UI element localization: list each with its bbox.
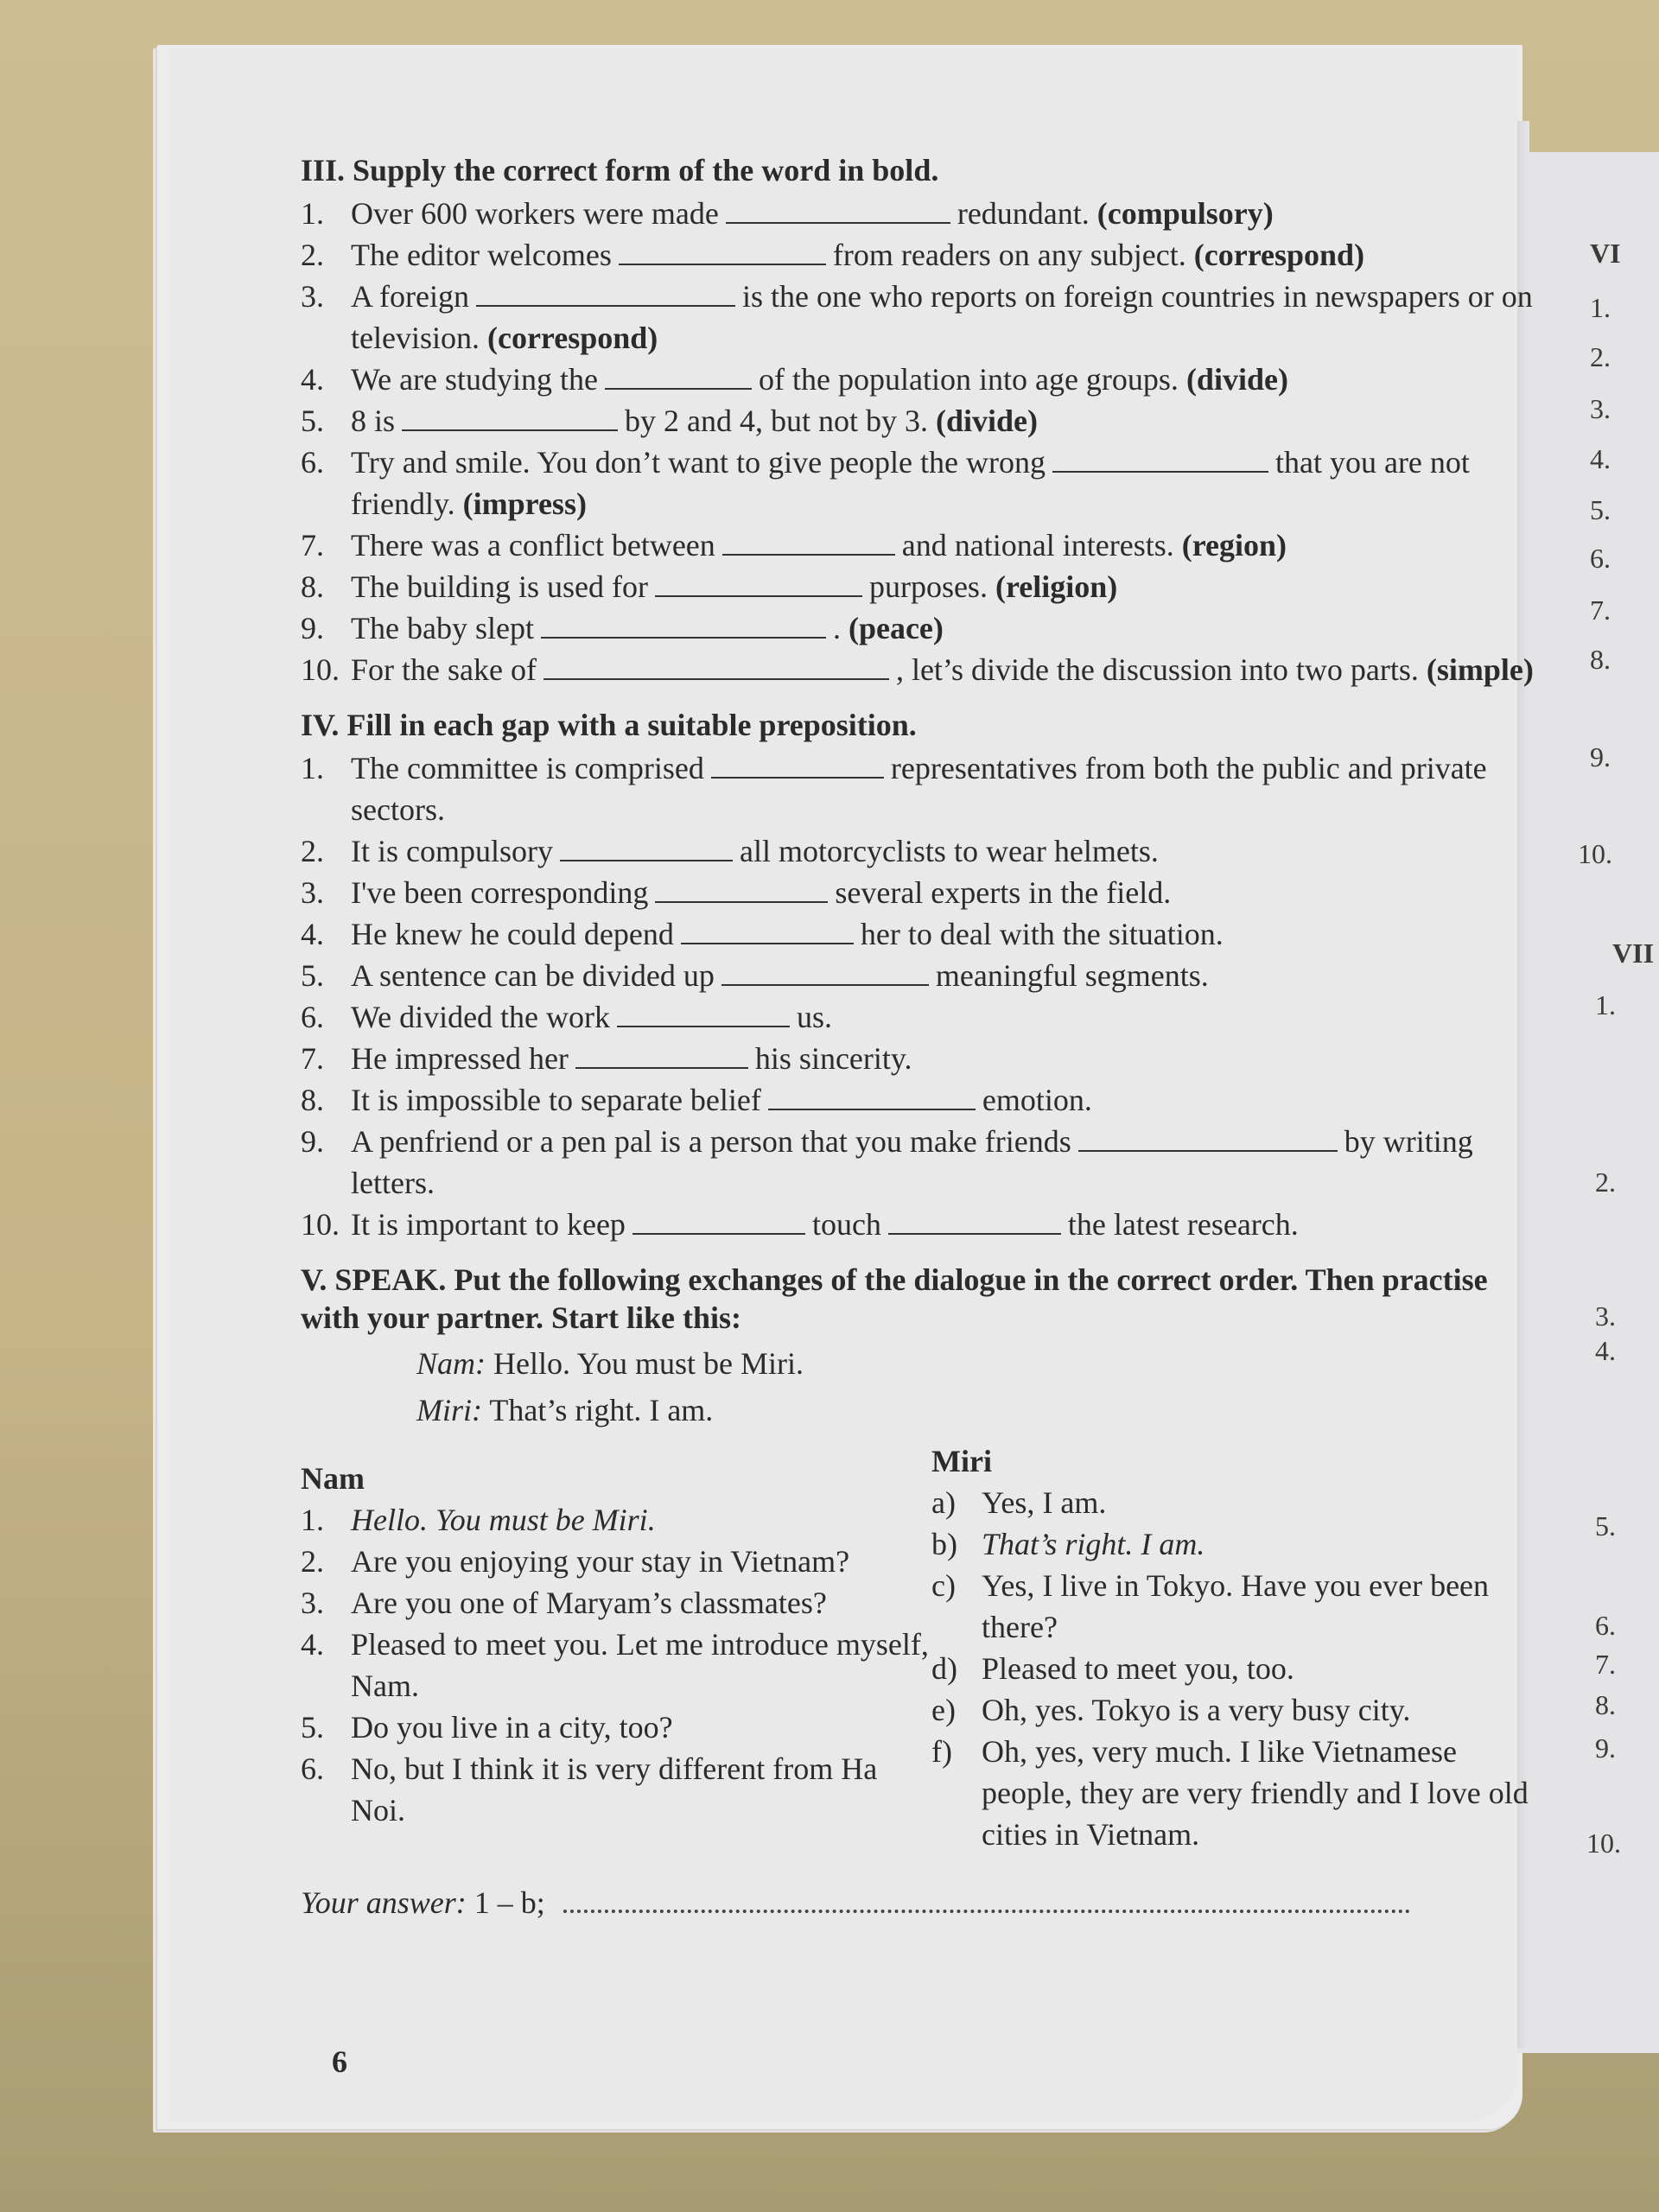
text-after: of the population into age groups.	[759, 362, 1186, 397]
nam-line	[301, 1499, 931, 1541]
facing-item-number: 1.	[1595, 989, 1616, 1020]
miri-line	[931, 1523, 1536, 1565]
facing-item-number: 7.	[1590, 594, 1611, 626]
item-text	[351, 524, 1536, 566]
facing-item-number: 9.	[1590, 741, 1611, 772]
exercise-item	[301, 193, 1536, 234]
facing-item-number: 7.	[1595, 1649, 1616, 1680]
text-after: her to deal with the situation.	[860, 917, 1224, 951]
line-label: 5.	[301, 1710, 324, 1745]
cue-word: (simple)	[1426, 652, 1534, 687]
text-before: The baby slept	[351, 611, 534, 645]
exercise-item	[301, 1204, 1536, 1245]
line-label: d)	[931, 1651, 957, 1686]
answer-blank[interactable]	[619, 241, 826, 265]
facing-item-number: 5.	[1595, 1510, 1616, 1541]
item-number: 9.	[301, 1124, 324, 1159]
exercise-item	[301, 649, 1536, 690]
text-before: I've been corresponding	[351, 875, 649, 910]
item-number: 6.	[301, 445, 324, 480]
speaker-label: Miri:	[416, 1393, 482, 1427]
cue-word: (impress)	[462, 486, 587, 521]
item-number: 9.	[301, 611, 324, 645]
miri-line	[931, 1731, 1536, 1855]
facing-page	[1517, 152, 1659, 2053]
nam-line	[301, 1624, 931, 1707]
section-3-heading: III. Supply the correct form of the word in bold.	[301, 153, 939, 188]
item-text	[351, 996, 1536, 1038]
exercise-item	[301, 234, 1536, 276]
example-line-1	[416, 1340, 1536, 1387]
line-text: Oh, yes, very much. I like Vietnamese people, they are very friendly and I love old cities in Vietnam.	[982, 1734, 1529, 1852]
text-before: It is impossible to separate belief	[351, 1083, 761, 1117]
facing-item-number: 10.	[1586, 1827, 1621, 1859]
item-number: 2.	[301, 238, 324, 272]
section-3-items	[301, 193, 1536, 690]
example-text: Hello. You must be Miri.	[493, 1346, 804, 1381]
text-before: The committee is comprised	[351, 751, 704, 785]
miri-header: Miri	[931, 1444, 992, 1478]
exercise-item	[301, 830, 1536, 872]
line-text: That’s right. I am.	[982, 1527, 1205, 1561]
facing-item-number: 8.	[1590, 644, 1611, 675]
text-after: several experts in the field.	[835, 875, 1172, 910]
facing-item-number: 2.	[1595, 1166, 1616, 1198]
cue-word: (region)	[1181, 528, 1287, 563]
item-text	[351, 955, 1536, 996]
cue-word: (religion)	[995, 569, 1118, 604]
item-text	[351, 359, 1536, 400]
item-number: 5.	[301, 958, 324, 993]
facing-item-number: 3.	[1590, 393, 1611, 424]
line-text: Do you live in a city, too?	[351, 1710, 673, 1745]
answer-input-dots[interactable]	[563, 1894, 1410, 1913]
exercise-item	[301, 1121, 1536, 1204]
answer-blank[interactable]	[560, 837, 733, 861]
exercise-item	[301, 955, 1536, 996]
item-text	[351, 566, 1536, 607]
text-after: , let’s divide the discussion into two parts.	[895, 652, 1427, 687]
exercise-item	[301, 747, 1536, 830]
facing-item-number: 10.	[1578, 838, 1612, 869]
text-after: .	[832, 611, 849, 645]
answer-blank[interactable]	[1078, 1128, 1338, 1152]
answer-blank[interactable]	[655, 573, 862, 597]
answer-blank[interactable]	[722, 531, 895, 556]
text-after: representatives from both the public and private sectors.	[351, 751, 1487, 827]
answer-blank[interactable]	[543, 656, 889, 680]
answer-blank[interactable]	[605, 365, 752, 390]
dialogue-example	[301, 1340, 1536, 1433]
item-number: 4.	[301, 917, 324, 951]
section-4	[301, 706, 1536, 1245]
facing-item-number: 8.	[1595, 1689, 1616, 1720]
example-line-2	[416, 1387, 1536, 1433]
miri-column	[931, 1440, 1536, 1855]
facing-item-number: 6.	[1595, 1610, 1616, 1641]
answer-blank[interactable]	[617, 1003, 790, 1027]
text-before: He knew he could depend	[351, 917, 674, 951]
miri-line	[931, 1482, 1536, 1523]
item-number: 7.	[301, 528, 324, 563]
line-text: Oh, yes. Tokyo is a very busy city.	[982, 1693, 1411, 1727]
nam-column	[301, 1440, 931, 1855]
exercise-item	[301, 442, 1536, 524]
item-number: 10.	[301, 652, 340, 687]
line-label: 6.	[301, 1751, 324, 1786]
answer-blank[interactable]	[888, 1211, 1061, 1235]
text-before: A penfriend or a pen pal is a person that you make friends	[351, 1124, 1071, 1159]
answer-blank[interactable]	[711, 754, 884, 779]
example-text: That’s right. I am.	[489, 1393, 714, 1427]
facing-section-heading: VII	[1612, 938, 1655, 969]
line-text: Pleased to meet you. Let me introduce myself, Nam.	[351, 1627, 929, 1703]
item-text	[351, 830, 1536, 872]
item-number: 3.	[301, 279, 324, 314]
answer-start: 1 – b;	[474, 1885, 545, 1920]
line-label: 1.	[301, 1503, 324, 1537]
line-label: 3.	[301, 1586, 324, 1620]
text-after: us.	[797, 1000, 833, 1034]
text-after: redundant.	[957, 196, 1097, 231]
text-before: He impressed her	[351, 1041, 569, 1076]
text-before: We are studying the	[351, 362, 599, 397]
section-5-heading: V. SPEAK. Put the following exchanges of the dialogue in the correct order. Then practise with your partner. Start like this:	[301, 1262, 1488, 1335]
exercise-item	[301, 1038, 1536, 1079]
line-label: 2.	[301, 1544, 324, 1579]
text-after: his sincerity.	[754, 1041, 912, 1076]
exercise-item	[301, 359, 1536, 400]
cue-word: (peace)	[848, 611, 944, 645]
nam-lines	[301, 1499, 931, 1831]
miri-line	[931, 1565, 1536, 1648]
item-text	[351, 1204, 1536, 1245]
item-text	[351, 442, 1536, 524]
text-middle: touch	[811, 1207, 881, 1242]
dialogue-columns	[301, 1440, 1536, 1855]
section-5	[301, 1261, 1536, 1924]
nam-line	[301, 1582, 931, 1624]
line-text: Are you enjoying your stay in Vietnam?	[351, 1544, 850, 1579]
item-text	[351, 276, 1536, 359]
item-number: 8.	[301, 1083, 324, 1117]
item-number: 2.	[301, 834, 324, 868]
text-before: It is compulsory	[351, 834, 553, 868]
page-number: 6	[332, 2044, 347, 2079]
item-text	[351, 400, 1536, 442]
exercise-item	[301, 400, 1536, 442]
answer-blank[interactable]	[575, 1045, 748, 1069]
facing-item-number: 5.	[1590, 494, 1611, 525]
exercise-item	[301, 276, 1536, 359]
text-before: The building is used for	[351, 569, 648, 604]
item-number: 3.	[301, 875, 324, 910]
text-before: A sentence can be divided up	[351, 958, 715, 993]
cue-word: (compulsory)	[1096, 196, 1274, 231]
text-after: is the one who reports on foreign countries in newspapers or on television.	[351, 279, 1533, 355]
facing-item-number: 2.	[1590, 341, 1611, 372]
text-before: There was a conflict between	[351, 528, 715, 563]
speaker-label: Nam:	[416, 1346, 486, 1381]
section-4-items	[301, 747, 1536, 1245]
text-before: For the sake of	[351, 652, 537, 687]
nam-line	[301, 1707, 931, 1748]
page-content	[301, 151, 1536, 1924]
exercise-item	[301, 872, 1536, 913]
text-after: from readers on any subject.	[832, 238, 1194, 272]
item-number: 5.	[301, 404, 324, 438]
item-number: 7.	[301, 1041, 324, 1076]
item-text	[351, 1038, 1536, 1079]
line-label: f)	[931, 1734, 952, 1769]
item-text	[351, 234, 1536, 276]
answer-blank[interactable]	[768, 1086, 976, 1110]
exercise-item	[301, 1079, 1536, 1121]
text-before: A foreign	[351, 279, 469, 314]
item-text	[351, 872, 1536, 913]
line-text: Pleased to meet you, too.	[982, 1651, 1294, 1686]
text-after: all motorcyclists to wear helmets.	[739, 834, 1159, 868]
miri-line	[931, 1648, 1536, 1689]
item-text	[351, 913, 1536, 955]
line-label: 4.	[301, 1627, 324, 1662]
cue-word: (correspond)	[486, 321, 658, 355]
facing-item-number: 6.	[1590, 543, 1611, 574]
text-after: by 2 and 4, but not by 3.	[625, 404, 936, 438]
text-before: It is important to keep	[351, 1207, 626, 1242]
item-text	[351, 1121, 1536, 1204]
item-text	[351, 649, 1536, 690]
nam-line	[301, 1541, 931, 1582]
line-label: b)	[931, 1527, 957, 1561]
item-text	[351, 607, 1536, 649]
line-text: No, but I think it is very different from Ha Noi.	[351, 1751, 878, 1827]
exercise-item	[301, 913, 1536, 955]
text-before: 8 is	[351, 404, 396, 438]
text-after: emotion.	[982, 1083, 1092, 1117]
nam-line	[301, 1748, 931, 1831]
line-text: Yes, I am.	[982, 1485, 1107, 1520]
item-text	[351, 193, 1536, 234]
item-number: 10.	[301, 1207, 340, 1242]
facing-section-heading: VI	[1590, 238, 1621, 269]
text-after: and national interests.	[901, 528, 1182, 563]
item-text	[351, 1079, 1536, 1121]
facing-item-number: 4.	[1590, 443, 1611, 474]
facing-item-number: 1.	[1590, 292, 1611, 323]
facing-item-number: 9.	[1595, 1732, 1616, 1764]
line-text: Yes, I live in Tokyo. Have you ever been there?	[982, 1568, 1490, 1644]
nam-header: Nam	[301, 1461, 365, 1496]
exercise-item	[301, 607, 1536, 649]
answer-label: Your answer:	[301, 1885, 467, 1920]
item-text	[351, 747, 1536, 830]
text-after: meaningful segments.	[935, 958, 1209, 993]
answer-blank[interactable]	[541, 614, 826, 639]
item-number: 6.	[301, 1000, 324, 1034]
answer-blank[interactable]	[655, 879, 828, 903]
answer-blank[interactable]	[632, 1211, 805, 1235]
line-text: Hello. You must be Miri.	[351, 1503, 656, 1537]
text-before: Try and smile. You don’t want to give people the wrong	[351, 445, 1046, 480]
text-before: Over 600 workers were made	[351, 196, 719, 231]
text-after: that you are not friendly.	[351, 445, 1470, 521]
text-after: purposes.	[868, 569, 995, 604]
exercise-item	[301, 996, 1536, 1038]
line-text: Are you one of Maryam’s classmates?	[351, 1586, 827, 1620]
line-label: a)	[931, 1485, 956, 1520]
cue-word: (divide)	[1185, 362, 1288, 397]
item-number: 1.	[301, 751, 324, 785]
line-label: e)	[931, 1693, 956, 1727]
answer-blank[interactable]	[402, 407, 618, 431]
cue-word: (divide)	[936, 404, 1039, 438]
cue-word: (correspond)	[1193, 238, 1365, 272]
text-before: We divided the work	[351, 1000, 611, 1034]
exercise-item	[301, 524, 1536, 566]
miri-line	[931, 1689, 1536, 1731]
answer-line	[301, 1881, 1536, 1924]
line-label: c)	[931, 1568, 956, 1603]
facing-item-number: 4.	[1595, 1335, 1616, 1366]
text-after: by writing letters.	[351, 1124, 1473, 1200]
item-number: 1.	[301, 196, 324, 231]
text-after: the latest research.	[1067, 1207, 1299, 1242]
answer-blank[interactable]	[681, 920, 854, 944]
answer-blank[interactable]	[476, 283, 735, 307]
section-3	[301, 151, 1536, 690]
exercise-item	[301, 566, 1536, 607]
answer-blank[interactable]	[726, 200, 950, 224]
answer-blank[interactable]	[1052, 448, 1268, 473]
answer-blank[interactable]	[721, 962, 929, 986]
text-before: The editor welcomes	[351, 238, 612, 272]
facing-item-number: 3.	[1595, 1300, 1616, 1332]
item-number: 4.	[301, 362, 324, 397]
miri-lines	[931, 1482, 1536, 1855]
section-4-heading: IV. Fill in each gap with a suitable preposition.	[301, 708, 917, 742]
item-number: 8.	[301, 569, 324, 604]
